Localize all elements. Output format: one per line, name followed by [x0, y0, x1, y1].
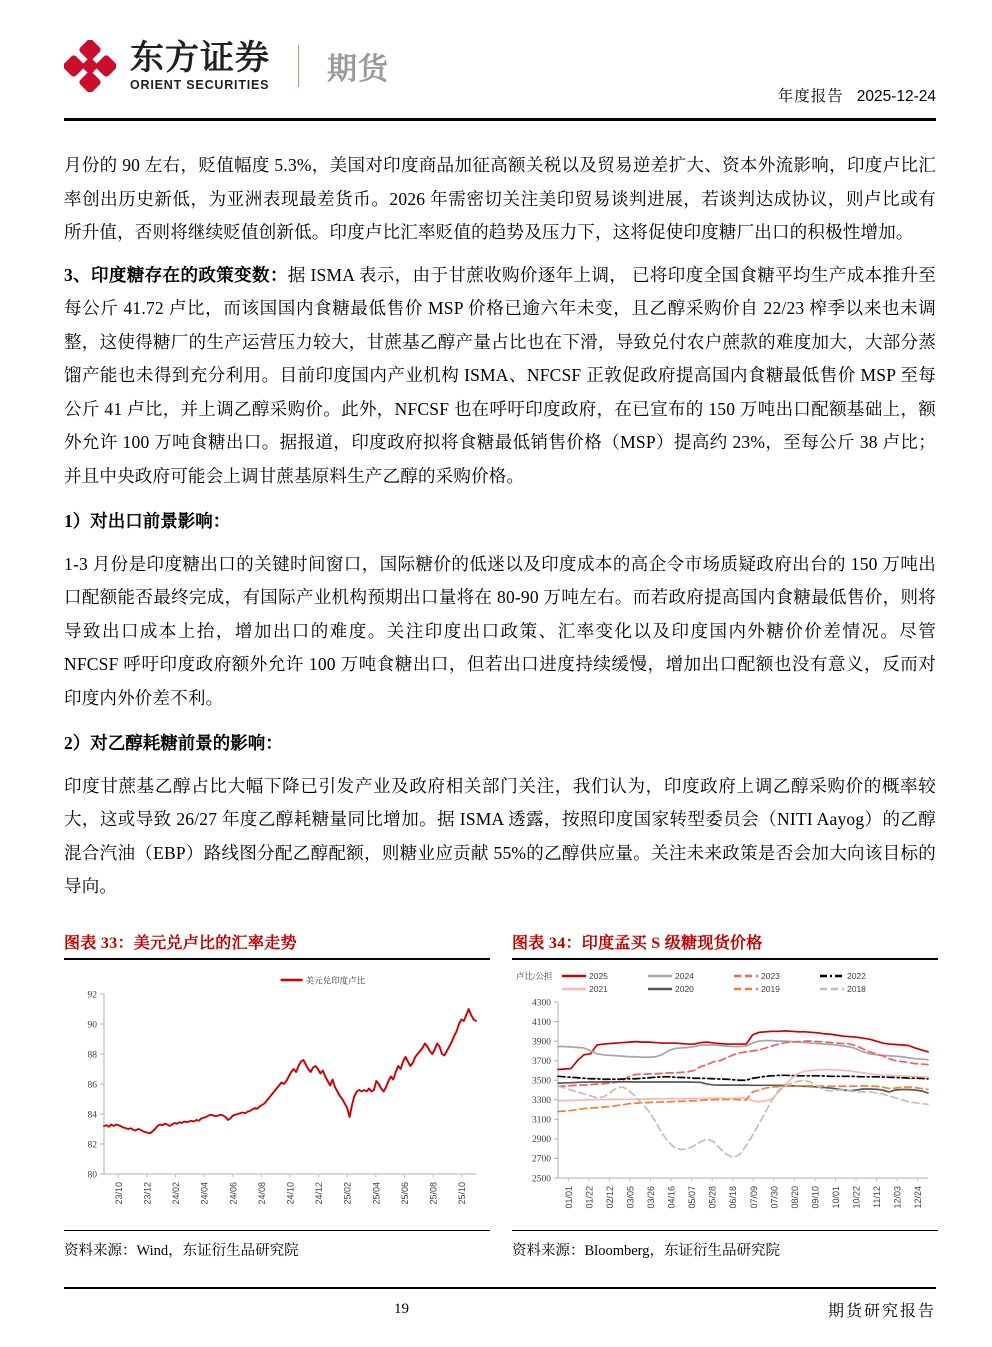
- svg-text:07/30: 07/30: [769, 1185, 780, 1209]
- svg-text:04/16: 04/16: [666, 1185, 677, 1209]
- paragraph-2-lead: 3、印度糖存在的政策变数：: [64, 264, 288, 285]
- svg-text:10/22: 10/22: [851, 1185, 862, 1209]
- svg-text:25/04: 25/04: [371, 1181, 382, 1205]
- paragraph-2: [64, 259, 936, 494]
- svg-text:05/07: 05/07: [687, 1185, 698, 1209]
- svg-text:美元兑印度卢比: 美元兑印度卢比: [305, 975, 366, 986]
- chart-33-title: 图表 33：美元兑卢比的汇率走势: [64, 934, 297, 952]
- paragraph-2-body: 据 ISMA 表示，由于甘蔗收购价逐年上调， 已将印度全国食糖平均生产成本推升至每公斤 41.72 卢比，而该国国内食糖最低售价 MSP 价格已逾六年未变，且乙醇采购价自 22/23 榨季以来也未调整，这使得糖厂的生产运营压力较大，甘蔗基乙醇产量占比也在下滑，导致兑付农户蔗款的难度加大，大部分蒸馏产能也未得到充分利用。目前印度国内产业机构 ISMA、NFCSF 正敦促政府提高国内食糖最低售价 MSP 至每公斤 41 卢比，并上调乙醇采购价。此外，NFCSF 也在呼吁印度政府，在已宣布的 150 万吨出口配额基础上，额外允许 100 万吨食糖出口。据报道，印度政府拟将食糖最低销售价格（MSP）提高约 23%，至每公斤 38 卢比；并且中央政府可能会上调甘蔗基原料生产乙醇的采购价格。: [64, 264, 936, 486]
- svg-text:02/12: 02/12: [604, 1185, 615, 1209]
- chart-33-container: [64, 930, 490, 1261]
- svg-text:25/08: 25/08: [428, 1181, 439, 1205]
- svg-text:2500: 2500: [532, 1173, 551, 1184]
- chart-34-svg: [512, 968, 938, 1236]
- report-type: 年度报告: [777, 88, 844, 105]
- svg-text:23/12: 23/12: [142, 1181, 153, 1205]
- svg-text:88: 88: [87, 1049, 97, 1060]
- brand-name-cn: 东方证券: [130, 38, 270, 77]
- heading-export-outlook: 1）对出口前景影响：: [64, 511, 231, 531]
- chart-34-source: 资料来源：Bloomberg，东证衍生品研究院: [512, 1243, 780, 1260]
- orient-securities-logo-icon: [64, 40, 116, 92]
- svg-text:2024: 2024: [675, 970, 694, 981]
- svg-text:3300: 3300: [532, 1095, 551, 1106]
- chart-34-title: 图表 34：印度孟买 S 级糖现货价格: [512, 934, 763, 952]
- chart-33-source: 资料来源：Wind，东证衍生品研究院: [64, 1243, 299, 1260]
- chart-33-svg: [64, 968, 490, 1236]
- brand-logo: [64, 40, 389, 92]
- svg-text:06/18: 06/18: [728, 1185, 739, 1209]
- svg-text:12/03: 12/03: [892, 1185, 903, 1209]
- header-report-meta: [778, 84, 936, 106]
- svg-text:86: 86: [87, 1079, 97, 1090]
- heading-ethanol-outlook: 2）对乙醇耗糖前景的影响：: [64, 733, 283, 753]
- svg-text:24/12: 24/12: [314, 1181, 325, 1205]
- paragraph-3: 1-3 月份是印度糖出口的关键时间窗口，国际糖价的低迷以及印度成本的高企令市场质疑政府出台的 150 万吨出口配额能否最终完成，有国际产业机构预期出口量将在 80-90 万吨左右。而若政府提高国内食糖最低售价，则将导致出口成本上抬，增加出口的难度。关注印度出口政策、汇率变化以及印度国内外糖价价差情况。尽管 NFCSF 呼吁印度政府额外允许 100 万吨食糖出口，但若出口进度持续缓慢，增加出口配额也没有意义，反而对印度内外价差不利。: [64, 553, 936, 708]
- svg-text:12/24: 12/24: [913, 1185, 924, 1209]
- document-body: [0, 149, 992, 904]
- charts-row: [0, 930, 992, 1261]
- svg-text:01/01: 01/01: [563, 1185, 574, 1209]
- svg-text:卢比/公担: 卢比/公担: [516, 970, 553, 981]
- svg-text:09/10: 09/10: [810, 1185, 821, 1209]
- svg-text:2025: 2025: [589, 970, 608, 981]
- svg-text:2021: 2021: [589, 983, 608, 994]
- chart-34-plot: [512, 960, 938, 1228]
- page-header: [0, 0, 992, 115]
- svg-text:84: 84: [87, 1109, 97, 1120]
- svg-text:3500: 3500: [532, 1076, 551, 1087]
- brand-divider: [298, 45, 299, 87]
- svg-text:92: 92: [87, 989, 97, 1000]
- page-number: 19: [394, 1301, 409, 1317]
- svg-text:24/06: 24/06: [228, 1181, 239, 1205]
- svg-text:2020: 2020: [675, 983, 694, 994]
- svg-text:2023: 2023: [761, 970, 780, 981]
- page-footer: [64, 1287, 936, 1321]
- paragraph-1: 月份的 90 左右，贬值幅度 5.3%，美国对印度商品加征高额关税以及贸易逆差扩大、资本外流影响，印度卢比汇率创出历史新低，为亚洲表现最差货币。2026 年需密切关注美印贸易谈判进展，若谈判达成协议，则卢比或有所升值，否则将继续贬值创新低。印度卢比汇率贬值的趋势及压力下，这将促使印度糖厂出口的积极性增加。: [64, 155, 936, 242]
- svg-text:3700: 3700: [532, 1056, 551, 1067]
- brand-name-en: ORIENT SECURITIES: [130, 77, 270, 92]
- svg-text:11/12: 11/12: [872, 1185, 883, 1208]
- svg-text:24/04: 24/04: [199, 1181, 210, 1205]
- svg-text:08/20: 08/20: [789, 1185, 800, 1209]
- report-date: 2025-12-24: [856, 88, 936, 105]
- brand-subtitle: 期货: [327, 53, 389, 86]
- chart-33-plot: [64, 960, 490, 1228]
- svg-text:01/22: 01/22: [584, 1185, 595, 1209]
- svg-text:2018: 2018: [847, 983, 866, 994]
- svg-text:25/02: 25/02: [342, 1181, 353, 1205]
- svg-text:10/01: 10/01: [831, 1185, 841, 1209]
- svg-text:07/09: 07/09: [748, 1185, 759, 1209]
- svg-text:03/05: 03/05: [625, 1185, 636, 1209]
- svg-text:3100: 3100: [532, 1115, 551, 1126]
- header-divider: [64, 118, 936, 121]
- svg-text:82: 82: [87, 1139, 97, 1150]
- svg-text:4100: 4100: [532, 1017, 551, 1028]
- svg-text:90: 90: [87, 1019, 97, 1030]
- chart-34-container: [512, 930, 938, 1261]
- svg-text:2019: 2019: [761, 983, 780, 994]
- svg-text:2022: 2022: [847, 970, 866, 981]
- svg-text:03/26: 03/26: [646, 1185, 656, 1209]
- svg-text:4300: 4300: [532, 997, 551, 1008]
- svg-text:25/06: 25/06: [399, 1181, 410, 1205]
- svg-text:2700: 2700: [532, 1154, 551, 1165]
- svg-text:25/10: 25/10: [457, 1181, 468, 1205]
- svg-text:24/10: 24/10: [285, 1181, 296, 1205]
- svg-text:05/28: 05/28: [707, 1185, 718, 1209]
- svg-text:2900: 2900: [532, 1134, 551, 1145]
- svg-text:23/10: 23/10: [113, 1181, 124, 1205]
- paragraph-4: 印度甘蔗基乙醇占比大幅下降已引发产业及政府相关部门关注，我们认为，印度政府上调乙醇采购价的概率较大，这或导致 26/27 年度乙醇耗糖量同比增加。据 ISMA 透露，按照印度国家转型委员会（NITI Aayog）的乙醇混合汽油（EBP）路线图分配乙醇配额，则糖业应贡献 55%的乙醇供应量。关注未来政策是否会加大向该目标的导向。: [64, 775, 936, 896]
- svg-text:24/08: 24/08: [256, 1181, 267, 1205]
- svg-text:24/02: 24/02: [171, 1181, 182, 1205]
- footer-label: 期货研究报告: [827, 1303, 936, 1320]
- svg-text:3900: 3900: [532, 1037, 551, 1048]
- svg-text:80: 80: [87, 1169, 97, 1180]
